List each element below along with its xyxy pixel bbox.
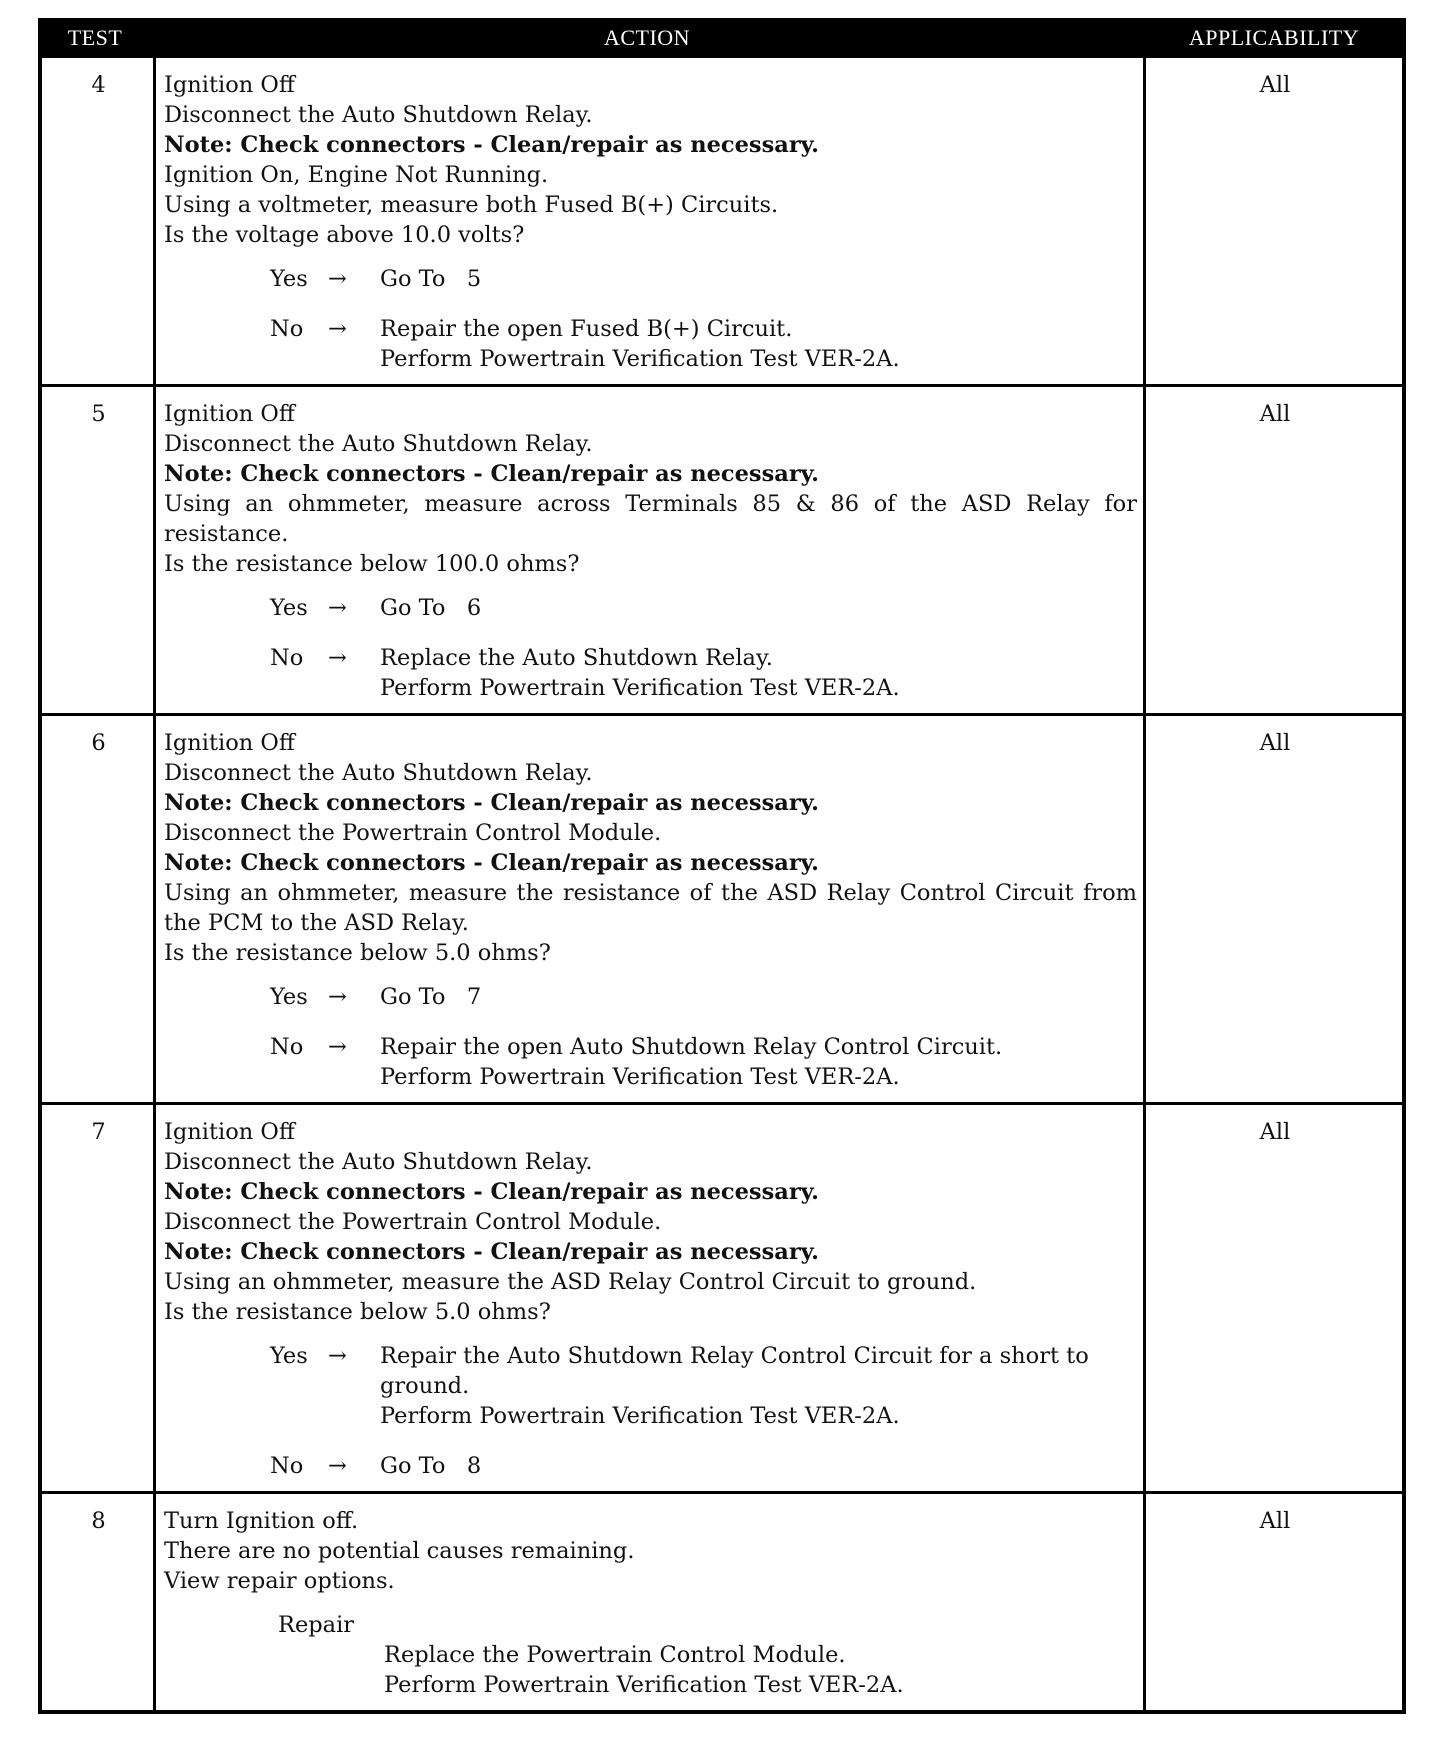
arrow-icon: → (328, 266, 347, 292)
branch-result (380, 643, 1137, 703)
action-line: Ignition Off (164, 1119, 295, 1145)
repair-options (384, 1640, 1137, 1700)
branch-yes (270, 982, 1137, 1012)
action-line: Disconnect the Auto Shutdown Relay. (164, 431, 593, 457)
branch-yes (270, 593, 1137, 623)
header-applicability: APPLICABILITY (1188, 25, 1360, 50)
action-cell (156, 387, 1146, 713)
test-number: 7 (42, 1105, 156, 1491)
table-row (42, 1102, 1402, 1491)
applicability-value: All (1259, 401, 1291, 427)
note-line: Note: Check connectors - Clean/repair as necessary. (164, 790, 819, 816)
branch-answer: No (270, 645, 304, 671)
result-line: Perform Powertrain Verification Test VER-2A. (380, 675, 900, 701)
action-line: Disconnect the Auto Shutdown Relay. (164, 102, 593, 128)
branch-no (270, 1451, 1137, 1481)
result-line: Perform Powertrain Verification Test VER-2A. (380, 1403, 900, 1429)
header-test: TEST (67, 25, 123, 50)
action-line: Disconnect the Powertrain Control Module. (164, 820, 662, 846)
arrow-icon: → (328, 645, 347, 671)
test-number: 6 (42, 716, 156, 1102)
arrow-icon: → (328, 984, 347, 1010)
action-line: Using a voltmeter, measure both Fused B(+) Circuits. (164, 192, 779, 218)
branch-yes (270, 1341, 1137, 1431)
action-line: Ignition Off (164, 72, 295, 98)
note-line: Note: Check connectors - Clean/repair as necessary. (164, 850, 819, 876)
table-row (42, 58, 1402, 384)
action-cell (156, 1105, 1146, 1491)
branch-result (380, 1451, 1137, 1481)
table-row (42, 384, 1402, 713)
branch-answer: No (270, 1453, 304, 1479)
result-line: Repair the open Fused B(+) Circuit. (380, 316, 793, 342)
arrow-icon: → (328, 1034, 347, 1060)
table-body (38, 58, 1406, 1714)
branch-answer: Yes (270, 266, 308, 292)
note-line: Note: Check connectors - Clean/repair as necessary. (164, 132, 819, 158)
header-action: ACTION (603, 25, 691, 50)
action-line: Ignition On, Engine Not Running. (164, 162, 549, 188)
action-line: There are no potential causes remaining. (164, 1538, 635, 1564)
branch-answer: Yes (270, 984, 308, 1010)
action-cell (156, 1494, 1146, 1710)
branch-result (380, 982, 1137, 1012)
repair-line: Perform Powertrain Verification Test VER-2A. (384, 1672, 904, 1698)
action-line: Using an ohmmeter, measure the ASD Relay Control Circuit to ground. (164, 1269, 977, 1295)
result-line: Repair the Auto Shutdown Relay Control Circuit for a short to ground. (380, 1343, 1096, 1399)
result-line: Go To 6 (380, 595, 482, 621)
table-row (42, 1491, 1402, 1710)
diagnostic-test-table-sheet (38, 18, 1406, 1714)
applicability-value: All (1259, 1508, 1291, 1534)
branch-no (270, 1032, 1137, 1092)
table-header (38, 18, 1406, 58)
arrow-icon: → (328, 595, 347, 621)
action-line: Disconnect the Auto Shutdown Relay. (164, 1149, 593, 1175)
branch-answer: No (270, 1034, 304, 1060)
action-line: Ignition Off (164, 401, 295, 427)
test-number: 5 (42, 387, 156, 713)
action-line: Is the resistance below 5.0 ohms? (164, 1299, 551, 1325)
branch-no (270, 643, 1137, 703)
action-line: Turn Ignition off. (164, 1508, 359, 1534)
arrow-icon: → (328, 316, 347, 342)
applicability-value: All (1259, 730, 1291, 756)
result-line: Perform Powertrain Verification Test VER-2A. (380, 346, 900, 372)
table-row (42, 713, 1402, 1102)
action-line: Disconnect the Auto Shutdown Relay. (164, 760, 593, 786)
branch-result (380, 593, 1137, 623)
test-number: 8 (42, 1494, 156, 1710)
arrow-icon: → (328, 1343, 347, 1369)
action-cell (156, 58, 1146, 384)
action-cell (156, 716, 1146, 1102)
action-line: View repair options. (164, 1568, 395, 1594)
action-line: Disconnect the Powertrain Control Module. (164, 1209, 662, 1235)
branch-result (380, 1032, 1137, 1092)
result-line: Go To 8 (380, 1453, 482, 1479)
action-line: Is the resistance below 5.0 ohms? (164, 940, 551, 966)
repair-label: Repair (278, 1612, 355, 1638)
branch-answer: No (270, 316, 304, 342)
note-line: Note: Check connectors - Clean/repair as necessary. (164, 461, 819, 487)
result-line: Go To 7 (380, 984, 482, 1010)
action-line: Is the resistance below 100.0 ohms? (164, 551, 580, 577)
result-line: Perform Powertrain Verification Test VER-2A. (380, 1064, 900, 1090)
action-line: Using an ohmmeter, measure across Terminals 85 & 86 of the ASD Relay for resistance. (164, 491, 1145, 547)
branch-answer: Yes (270, 1343, 308, 1369)
branch-no (270, 314, 1137, 374)
branch-result (380, 264, 1137, 294)
applicability-value: All (1259, 1119, 1291, 1145)
note-line: Note: Check connectors - Clean/repair as necessary. (164, 1239, 819, 1265)
test-number: 4 (42, 58, 156, 384)
result-line: Go To 5 (380, 266, 482, 292)
result-line: Repair the open Auto Shutdown Relay Control Circuit. (380, 1034, 1003, 1060)
branch-yes (270, 264, 1137, 294)
result-line: Replace the Auto Shutdown Relay. (380, 645, 773, 671)
action-line: Using an ohmmeter, measure the resistance of the ASD Relay Control Circuit from the PCM to the ASD Relay. (164, 880, 1145, 936)
action-line: Ignition Off (164, 730, 295, 756)
repair-line: Replace the Powertrain Control Module. (384, 1642, 846, 1668)
note-line: Note: Check connectors - Clean/repair as necessary. (164, 1179, 819, 1205)
arrow-icon: → (328, 1453, 347, 1479)
branch-result (380, 1341, 1137, 1431)
action-line: Is the voltage above 10.0 volts? (164, 222, 525, 248)
applicability-value: All (1259, 72, 1291, 98)
branch-answer: Yes (270, 595, 308, 621)
branch-result (380, 314, 1137, 374)
